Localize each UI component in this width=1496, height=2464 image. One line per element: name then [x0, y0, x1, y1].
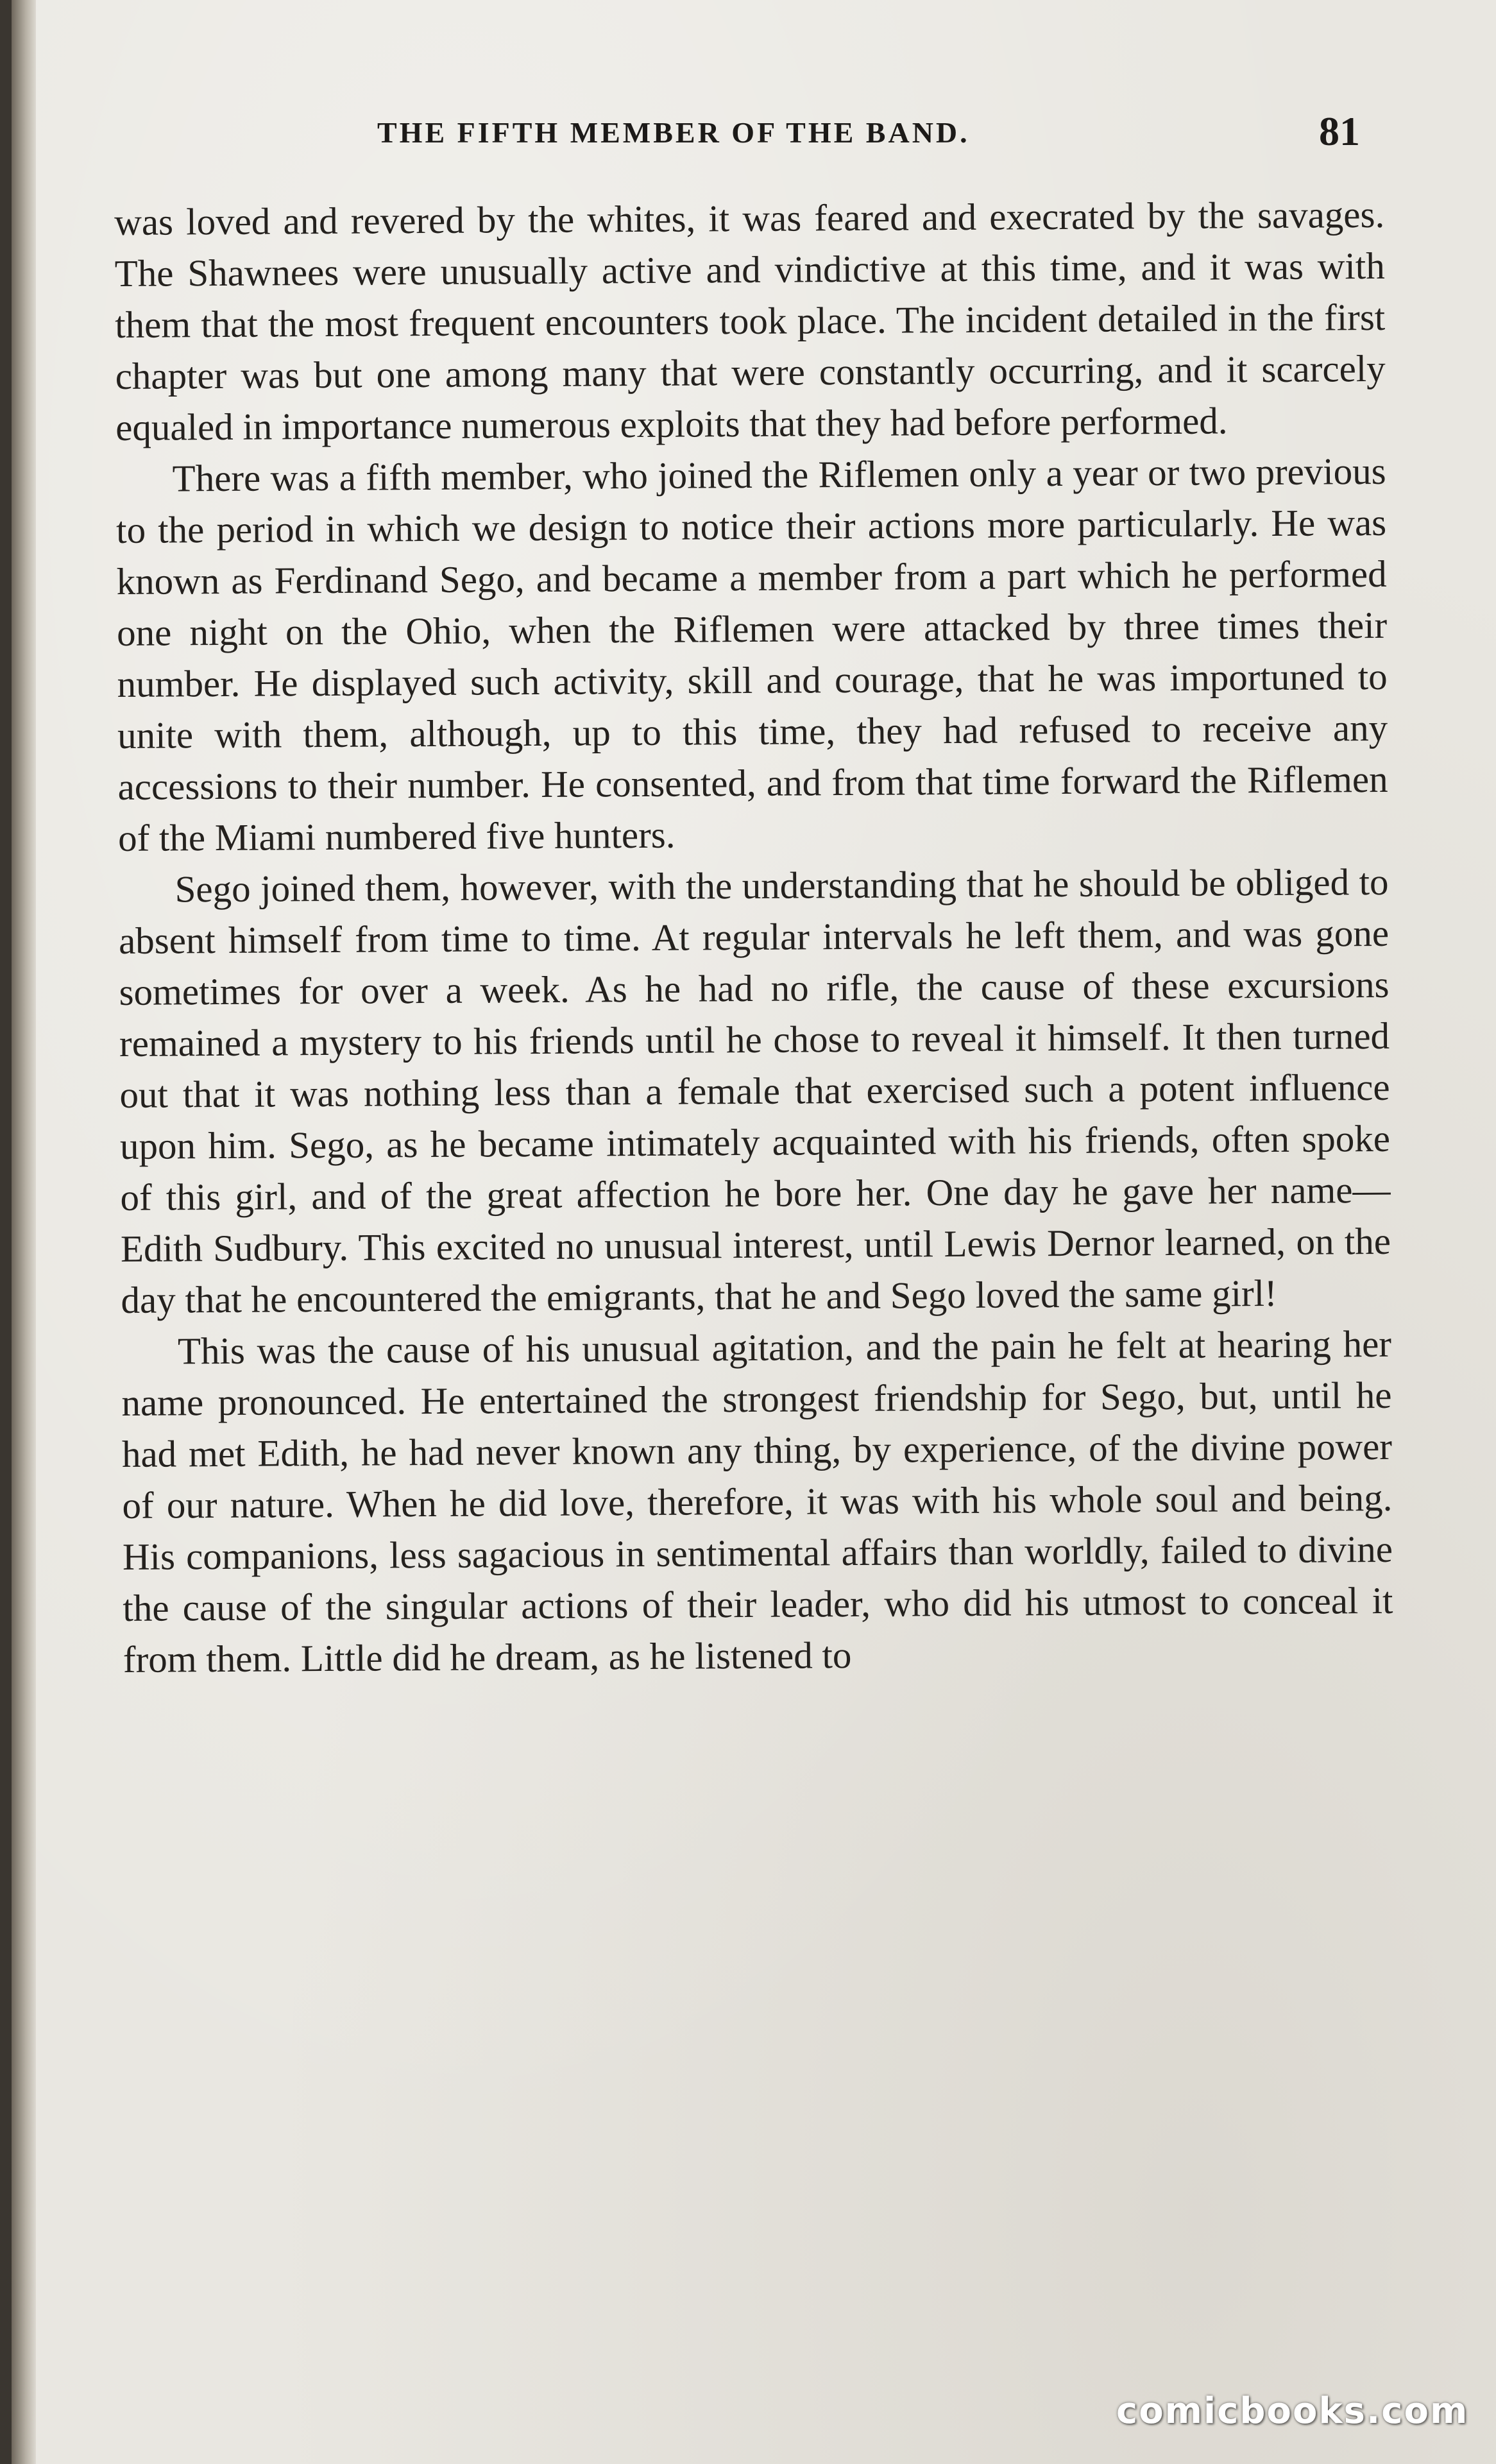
page-header: [12, 108, 1496, 159]
body-text: [114, 189, 1393, 1685]
paragraph: There was a fifth member, who joined the Riflemen only a year or two previous to the period in which we design to notice their actions more particularly. He was known as Ferdinand Sego, and became a member from a part which he performed one night on the Ohio, when the Riflemen were attacked by three times their number. He displayed such activity, skill and courage, that he was importuned to unite with them, although, up to this time, they had refused to receive any accessions to their number. He consented, and from that time forward the Riflemen of the Miami numbered five hunters.: [115, 449, 1388, 859]
paragraph: was loved and revered by the whites, it was feared and execrated by the savages. The Shawnees were unusually active and vindictive at this time, and it was with them that the most frequent encounters took place. The incident detailed in the first chapter was but one among many that were constantly occurring, and it scarcely equaled in importance numerous exploits that they had before performed.: [114, 193, 1386, 449]
watermark: comicbooks.com: [1116, 2390, 1469, 2432]
book-page: [12, 0, 1496, 2464]
book-spine-shadow: [12, 0, 36, 2464]
running-title: THE FIFTH MEMBER OF THE BAND.: [377, 116, 970, 149]
page-number: 81: [1319, 108, 1360, 154]
paragraph: Sego joined them, however, with the understanding that he should be obliged to absent himself from time to time. At regular intervals he left them, and was gone sometimes for over a week. As he had no rifle, the cause of these excursions remained a mystery to his friends until he chose to reveal it himself. It then turned out that it was nothing less than a female that exercised such a potent influence upon him. Sego, as he became intimately acquainted with his friends, often spoke of this girl, and of the great affection he bore her. One day he gave her name—Edith Sudbury. This excited no unusual interest, until Lewis Dernor learned, on the day that he encountered the emigrants, that he and Sego loved the same girl!: [118, 860, 1391, 1321]
paragraph: This was the cause of his unusual agitation, and the pain he felt at hearing her name pronounced. He entertained the strongest friendship for Sego, but, until he had met Edith, he had never known any thing, by experience, of the divine power of our nature. When he did love, therefore, it was with his whole soul and being. His companions, less sagacious in sentimental affairs than worldly, failed to divine the cause of the singular actions of their leader, who did his utmost to conceal it from them. Little did he dream, as he listened to: [121, 1322, 1393, 1681]
